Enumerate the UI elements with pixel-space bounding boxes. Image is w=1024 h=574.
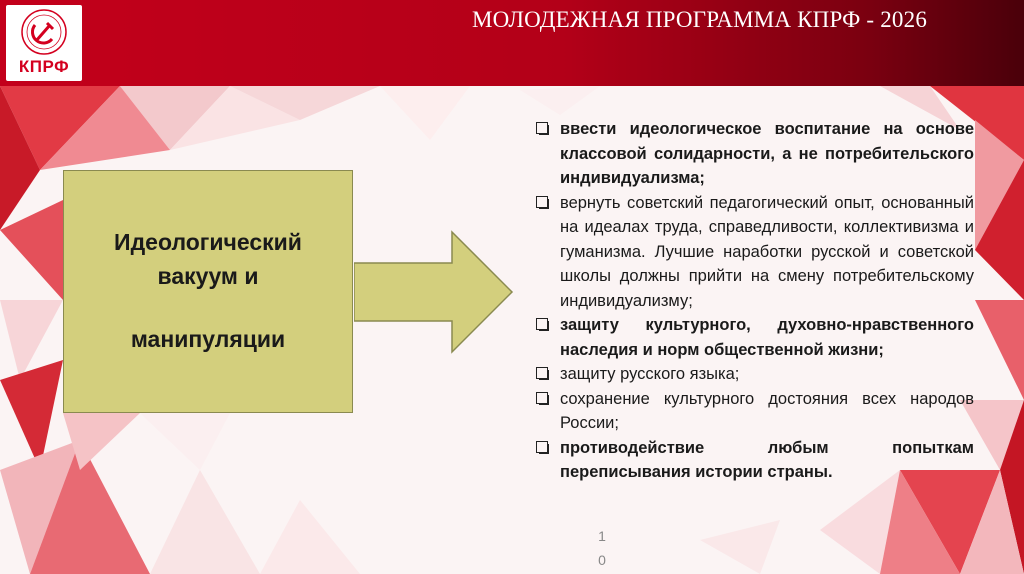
list-item: [533, 362, 974, 387]
page-number-digit-1: 1: [598, 528, 606, 544]
checkbox-bullet-icon: [536, 196, 548, 208]
list-item-text: защиту культурного, духовно-нравственного наследия и норм общественной жизни;: [560, 316, 974, 359]
checkbox-bullet-icon: [536, 318, 548, 330]
logo-label: КПРФ: [18, 57, 70, 76]
topic-line-1: Идеологический: [114, 229, 302, 256]
right-arrow-icon: [354, 230, 516, 354]
checkbox-bullet-icon: [536, 441, 548, 453]
program-list: [533, 117, 974, 485]
page-title: МОЛОДЕЖНАЯ ПРОГРАММА КПРФ - 2026: [472, 7, 928, 32]
checkbox-bullet-icon: [536, 367, 548, 379]
list-item: [533, 191, 974, 314]
page-number: [596, 524, 608, 572]
checkbox-bullet-icon: [536, 122, 548, 134]
page-number-digit-2: 0: [598, 552, 606, 568]
list-item-text: сохранение культурного достояния всех народов России;: [560, 389, 974, 432]
list-item: [533, 117, 974, 191]
list-item: [533, 387, 974, 436]
topic-box: [63, 170, 353, 413]
header-bar: [0, 0, 1024, 86]
list-item-text: противодействие любым попыткам переписывания истории страны.: [560, 438, 974, 481]
checkbox-bullet-icon: [536, 392, 548, 404]
list-item: [533, 436, 974, 485]
topic-line-3: манипуляции: [130, 326, 286, 353]
topic-line-2: вакуум и: [157, 262, 259, 289]
list-item-text: ввести идеологическое воспитание на основе классовой солидарности, а не потребительского индивидуализма;: [560, 120, 974, 187]
list-item: [533, 313, 974, 362]
list-item-text: вернуть советский педагогический опыт, основанный на идеалах труда, справедливости, коллективизма и гуманизма. Лучшие наработки русской и советской школы должны прийти на смену потребительскому индивидуализму;: [560, 193, 974, 310]
list-item-text: защиту русского языка;: [560, 365, 740, 383]
party-logo: [6, 5, 82, 81]
